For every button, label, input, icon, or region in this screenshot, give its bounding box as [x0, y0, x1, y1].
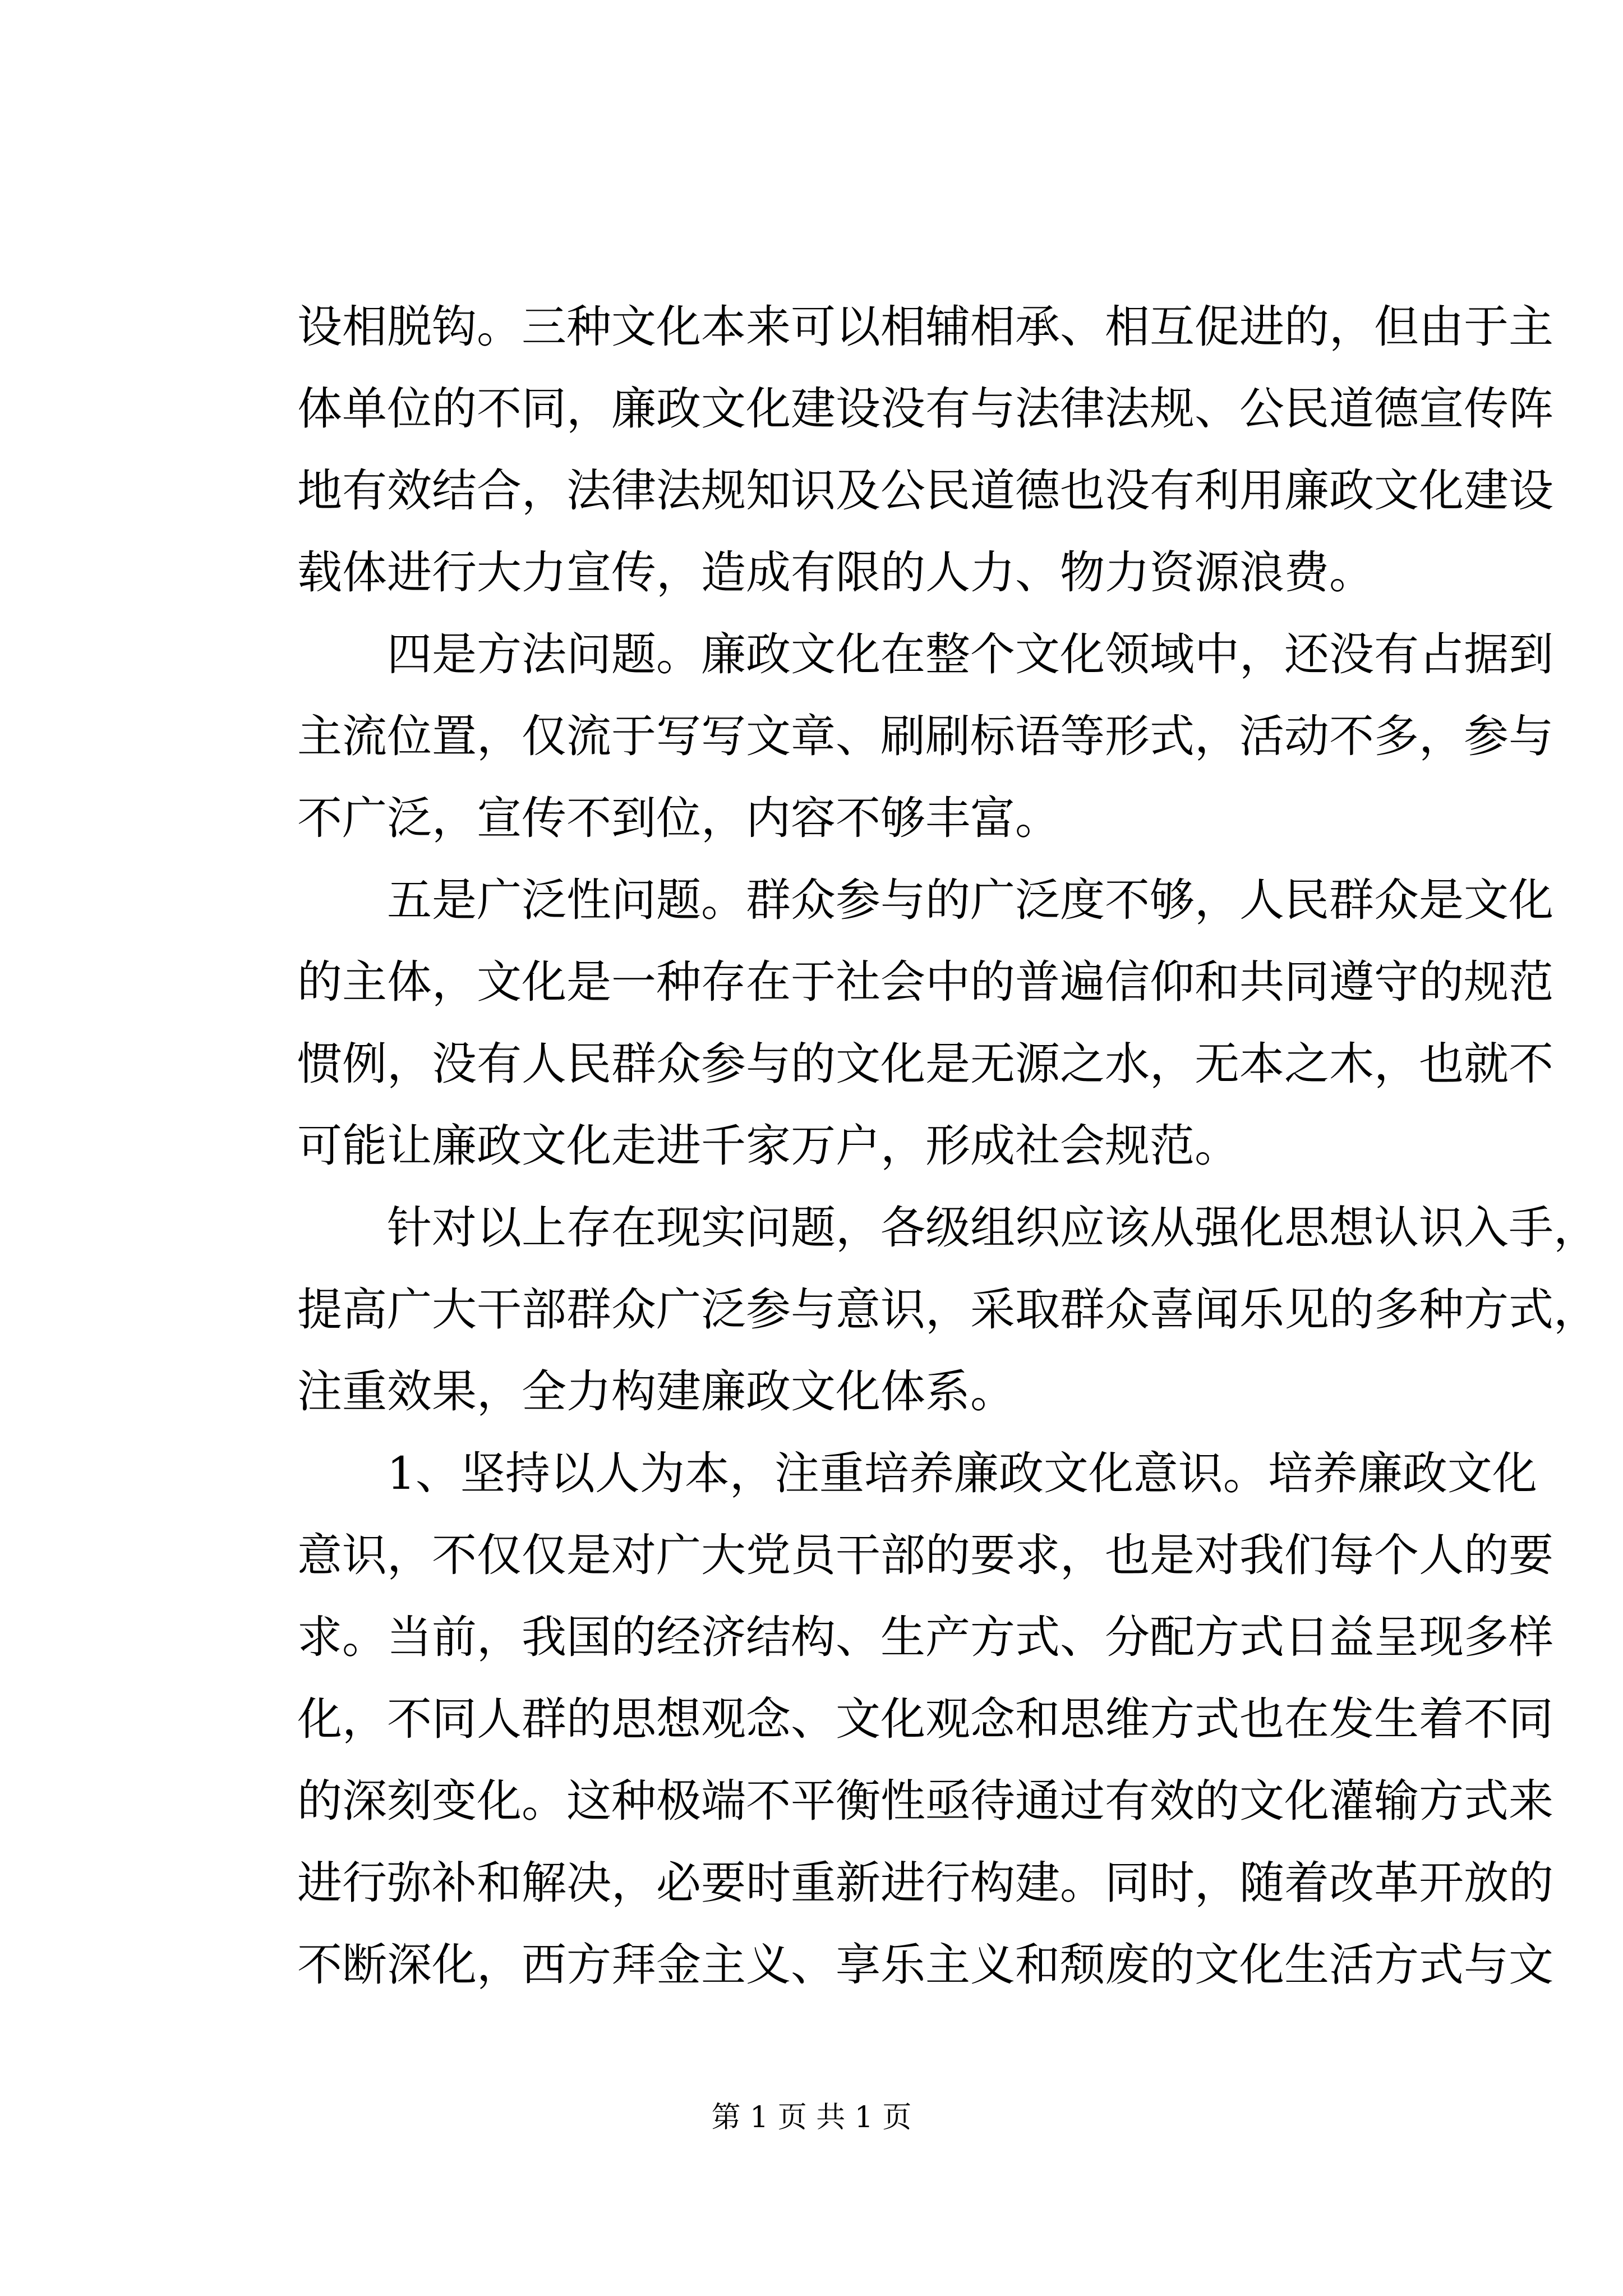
- text-line: 意识，不仅仅是对广大党员干部的要求，也是对我们每个人的要: [297, 1529, 1553, 1581]
- paragraph: [297, 1433, 1553, 2006]
- text-line: 载体进行大力宣传，造成有限的人力、物力资源浪费。: [297, 546, 1374, 599]
- paragraph: [297, 286, 1553, 614]
- text-line: 不断深化，西方拜金主义、享乐主义和颓废的文化生活方式与文: [297, 1939, 1553, 1991]
- text-line: 可能让廉政文化走进千家万户，形成社会规范。: [297, 1120, 1239, 1172]
- text-line: 地有效结合，法律法规知识及公民道德也没有利用廉政文化建设: [297, 464, 1553, 517]
- text-line: 的主体，文化是一种存在于社会中的普遍信仰和共同遵守的规范: [297, 956, 1553, 1008]
- text-line: 化，不同人群的思想观念、文化观念和思维方式也在发生着不同: [297, 1693, 1553, 1745]
- text-line: 四是方法问题。廉政文化在整个文化领域中，还没有占据到: [387, 628, 1553, 680]
- text-line: 主流位置，仅流于写写文章、刷刷标语等形式，活动不多，参与: [297, 710, 1553, 762]
- text-line: 针对以上存在现实问题，各级组织应该从强化思想认识入手，: [387, 1202, 1598, 1254]
- text-line: 惯例，没有人民群众参与的文化是无源之水，无本之木，也就不: [297, 1038, 1553, 1090]
- paragraph: [297, 859, 1553, 1187]
- page-number-footer: 第 1 页 共 1 页: [711, 2101, 912, 2134]
- text-line: 的深刻变化。这种极端不平衡性亟待通过有效的文化灌输方式来: [297, 1775, 1553, 1827]
- text-line: 进行弥补和解决，必要时重新进行构建。同时，随着改革开放的: [297, 1857, 1553, 1909]
- paragraph: [297, 614, 1553, 859]
- text-line: 注重效果，全力构建廉政文化体系。: [297, 1365, 1015, 1418]
- text-line: 提高广大干部群众广泛参与意识，采取群众喜闻乐见的多种方式，: [297, 1283, 1598, 1336]
- text-line: 1、坚持以人为本，注重培养廉政文化意识。培养廉政文化: [387, 1447, 1537, 1499]
- text-line: 求。当前，我国的经济结构、生产方式、分配方式日益呈现多样: [297, 1611, 1553, 1663]
- document-body: [297, 286, 1598, 2006]
- text-line: 体单位的不同，廉政文化建设没有与法律法规、公民道德宣传阵: [297, 383, 1553, 435]
- text-line: 设相脱钩。三种文化本来可以相辅相承、相互促进的，但由于主: [297, 301, 1553, 353]
- text-line: 五是广泛性问题。群众参与的广泛度不够，人民群众是文化: [387, 874, 1553, 926]
- paragraph: [297, 1187, 1598, 1433]
- text-line: 不广泛，宣传不到位，内容不够丰富。: [297, 792, 1060, 844]
